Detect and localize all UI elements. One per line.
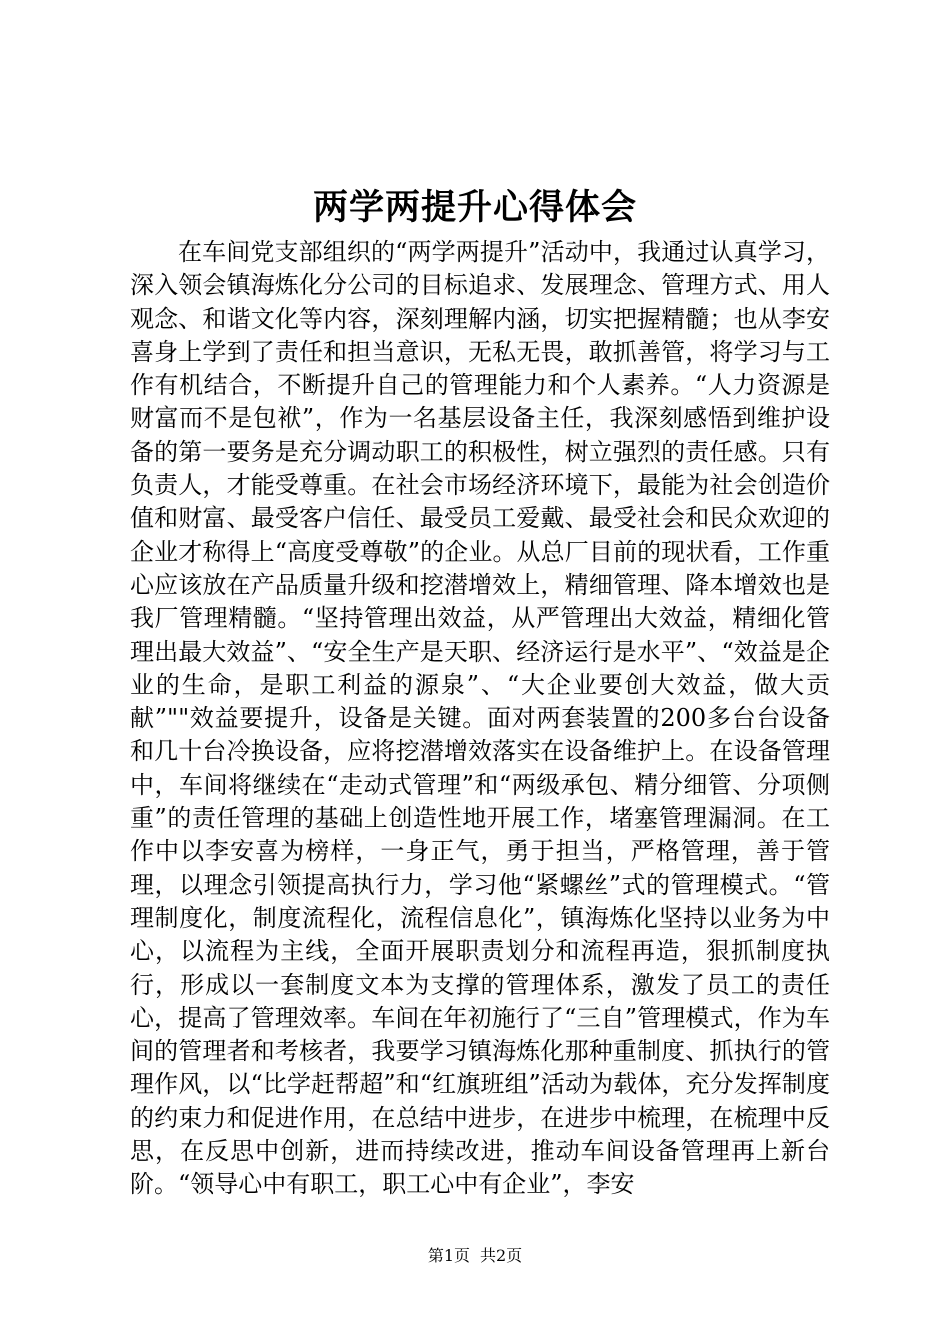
page-footer	[0, 1246, 950, 1266]
page-total: 共2页	[480, 1246, 523, 1265]
page-number: 第1页	[427, 1246, 470, 1265]
document-title: 两学两提升心得体会	[312, 187, 637, 228]
document-body-paragraph: 在车间党支部组织的“两学两提升”活动中，我通过认真学习，深入领会镇海炼化分公司的目标追求、发展理念、管理方式、用人观念、和谐文化等内容，深刻理解内涵，切实把握精髓；也从李安喜身上学到了责任和担当意识，无私无畏，敢抓善管，将学习与工作有机结合，不断提升自己的管理能力和个人素养。“人力资源是财富而不是包袱”，作为一名基层设备主任，我深刻感悟到维护设备的第一要务是充分调动职工的积极性，树立强烈的责任感。只有负责人，才能受尊重。在社会市场经济环境下，最能为社会创造价值和财富、最受客户信任、最受员工爱戴、最受社会和民众欢迎的企业才称得上“高度受尊敬”的企业。从总厂目前的现状看，工作重心应该放在产品质量升级和挖潜增效上，精细管理、降本增效也是我厂管理精髓。“坚持管理出效益，从严管理出大效益，精细化管理出最大效益”、“安全生产是天职、经济运行是水平”、“效益是企业的生命，是职工利益的源泉”、“大企业要创大效益，做大贡献”""效益要提升，设备是关键。面对两套装置的200多台台设备和几十台冷换设备，应将挖潜增效落实在设备维护上。在设备管理中，车间将继续在“走动式管理”和“两级承包、精分细管、分项侧重”的责任管理的基础上创造性地开展工作，堵塞管理漏洞。在工作中以李安喜为榜样，一身正气，勇于担当，严格管理，善于管理，以理念引领提高执行力，学习他“紧螺丝”式的管理模式。“管理制度化，制度流程化，流程信息化”，镇海炼化坚持以业务为中心，以流程为主线，全面开展职责划分和流程再造，狠抓制度执行，形成以一套制度文本为支撑的管理体系，激发了员工的责任心，提高了管理效率。车间在年初施行了“三自”管理模式，作为车间的管理者和考核者，我要学习镇海炼化那种重制度、抓执行的管理作风，以“比学赶帮超”和“红旗班组”活动为载体，充分发挥制度的约束力和促进作用，在总结中进步，在进步中梳理，在梳理中反思，在反思中创新，进而持续改进，推动车间设备管理再上新台阶。“领导心中有职工，职工心中有企业”，李安	[130, 238, 830, 1199]
